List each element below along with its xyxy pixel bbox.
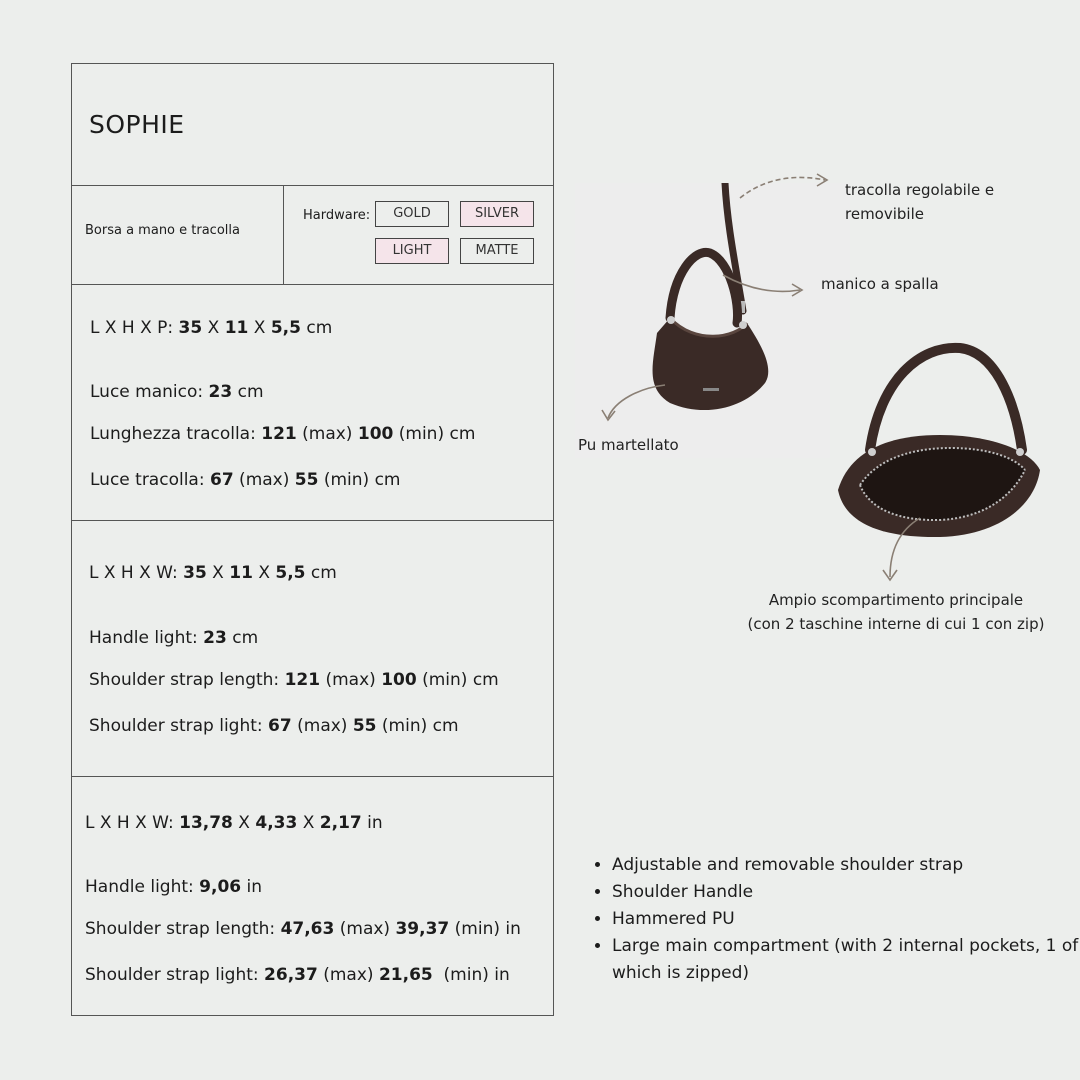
spec-label: Lunghezza tracolla: <box>90 424 262 444</box>
spec-label: Shoulder strap light: <box>85 965 265 985</box>
spec-text: (max) <box>233 470 295 490</box>
spec-line <box>90 318 332 338</box>
spec-text: (min) cm <box>376 716 459 736</box>
spec-text: X <box>202 318 225 338</box>
specs-it <box>72 285 553 521</box>
arrow-icon <box>720 270 810 300</box>
annotation-material: Pu martellato <box>578 436 679 454</box>
specs-en-cm <box>72 521 553 777</box>
spec-value: 23 <box>208 382 233 402</box>
spec-text: in <box>241 877 263 897</box>
spec-line <box>85 919 521 939</box>
hardware-row <box>72 186 553 285</box>
spec-line <box>89 563 337 583</box>
spec-text: (max) <box>334 919 396 939</box>
spec-value: 11 <box>224 318 249 338</box>
spec-value: 39,37 <box>395 919 450 939</box>
spec-text: (min) cm <box>318 470 401 490</box>
spec-value: 9,06 <box>199 877 242 897</box>
spec-value: 100 <box>357 424 394 444</box>
annotation-strap: tracolla regolabile e removibile <box>845 181 995 223</box>
spec-value: 121 <box>261 424 297 444</box>
spec-text: (max) <box>291 716 353 736</box>
spec-label: Handle light: <box>89 628 204 648</box>
spec-line <box>85 965 510 985</box>
spec-value: 13,78 <box>179 813 233 833</box>
spec-label: L X H X W: <box>89 563 184 583</box>
hardware-label: Hardware: <box>303 208 371 223</box>
spec-text: (max) <box>317 965 379 985</box>
features-list <box>590 852 1080 987</box>
list-item: • Adjustable and removable shoulder strap <box>612 852 1080 879</box>
list-item: • Large main compartment (with 2 internal pockets, 1 of which is zipped) <box>612 933 1080 987</box>
spec-text: (min) in <box>449 919 521 939</box>
spec-line <box>90 424 475 444</box>
bag-open-photo <box>830 340 1045 545</box>
spec-value: 2,17 <box>319 813 362 833</box>
arrow-icon <box>735 170 835 210</box>
spec-text: X <box>248 318 271 338</box>
spec-text: (max) <box>296 424 358 444</box>
spec-value: 100 <box>381 670 417 690</box>
spec-line <box>89 716 459 736</box>
spec-label: L X H X P: <box>90 318 179 338</box>
spec-text: X <box>252 563 276 583</box>
hardware-option-silver[interactable]: SILVER <box>460 201 534 227</box>
spec-value: 21,65 <box>378 965 433 985</box>
spec-value: 23 <box>203 628 227 648</box>
spec-text: cm <box>226 628 259 648</box>
product-title: SOPHIE <box>89 110 185 139</box>
spec-value: 4,33 <box>255 813 298 833</box>
spec-value: 55 <box>294 470 319 490</box>
spec-value: 35 <box>178 318 203 338</box>
spec-text: (max) <box>320 670 382 690</box>
annotation-compartment-line1: Ampio scompartimento principale <box>768 591 1024 609</box>
spec-value: 67 <box>268 716 292 736</box>
spec-line <box>90 382 264 402</box>
spec-text: cm <box>300 318 333 338</box>
list-item: • Hammered PU <box>612 906 1080 933</box>
spec-value: 121 <box>284 670 321 690</box>
spec-text: in <box>361 813 383 833</box>
spec-value: 47,63 <box>280 919 335 939</box>
list-item: • Shoulder Handle <box>612 879 1080 906</box>
divider <box>283 186 284 284</box>
spec-label: Luce manico: <box>90 382 209 402</box>
title-row <box>72 64 553 186</box>
spec-text: (min) in <box>432 965 510 985</box>
spec-text: X <box>297 813 320 833</box>
spec-line <box>85 877 262 897</box>
spec-text: (min) cm <box>416 670 499 690</box>
spec-label: Shoulder strap light: <box>89 716 269 736</box>
spec-line <box>85 813 383 833</box>
spec-label: L X H X W: <box>85 813 180 833</box>
spec-value: 11 <box>229 563 253 583</box>
annotation-compartment <box>740 588 1052 636</box>
spec-value: 5,5 <box>270 318 301 338</box>
specs-en-in <box>72 777 553 1017</box>
spec-text: X <box>206 563 230 583</box>
spec-text: (min) cm <box>393 424 476 444</box>
spec-line <box>90 470 401 490</box>
spec-line <box>89 628 258 648</box>
spec-label: Shoulder strap length: <box>85 919 281 939</box>
product-subtitle: Borsa a mano e tracolla <box>85 223 240 238</box>
hardware-option-light[interactable]: LIGHT <box>375 238 449 264</box>
arrow-icon <box>880 515 930 585</box>
spec-value: 26,37 <box>264 965 318 985</box>
spec-value: 55 <box>352 716 377 736</box>
annotation-compartment-line2: (con 2 taschine interne di cui 1 con zip) <box>747 615 1045 633</box>
arrow-icon <box>600 380 670 425</box>
spec-value: 5,5 <box>275 563 306 583</box>
hardware-option-gold[interactable]: GOLD <box>375 201 449 227</box>
spec-label: Shoulder strap length: <box>89 670 285 690</box>
spec-text: cm <box>232 382 264 402</box>
spec-label: Handle light: <box>85 877 200 897</box>
spec-value: 67 <box>209 470 234 490</box>
spec-text: cm <box>305 563 337 583</box>
spec-label: Luce tracolla: <box>90 470 210 490</box>
spec-card <box>71 63 554 1016</box>
annotation-handle: manico a spalla <box>821 275 939 293</box>
spec-value: 35 <box>183 563 207 583</box>
spec-line <box>89 670 499 690</box>
spec-text: X <box>232 813 256 833</box>
hardware-option-matte[interactable]: MATTE <box>460 238 534 264</box>
